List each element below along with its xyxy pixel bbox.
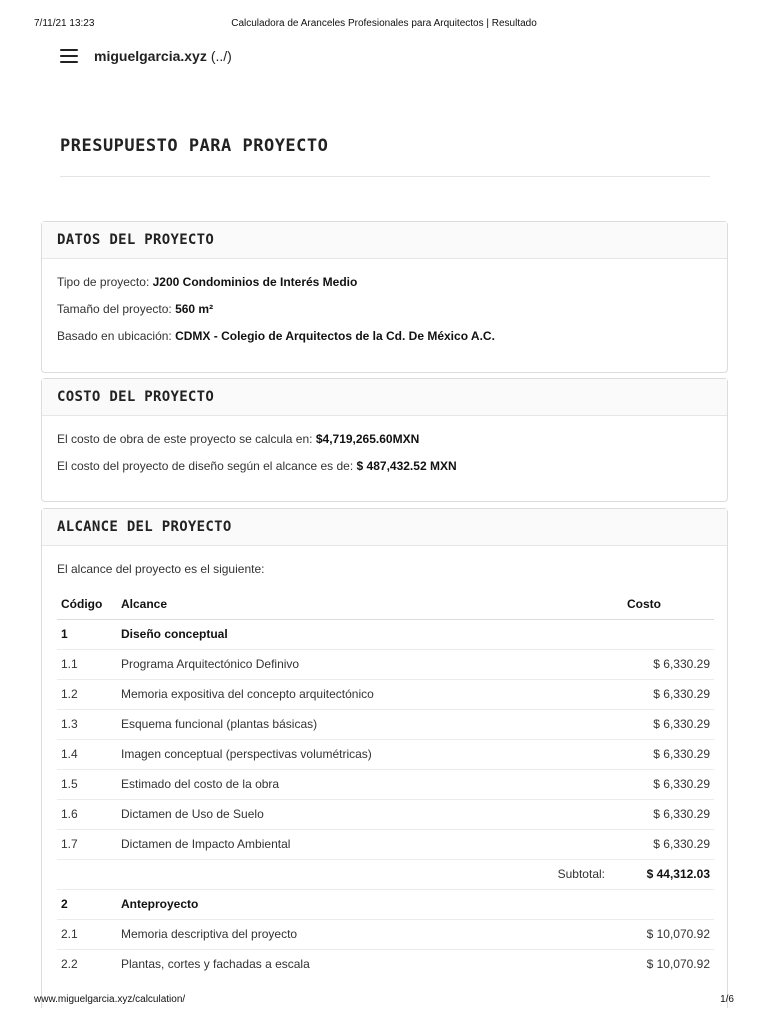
row-code: 1.1	[57, 649, 117, 679]
row-code: 1.2	[57, 679, 117, 709]
page-title: PRESUPUESTO PARA PROYECTO	[60, 136, 329, 156]
section-row	[57, 889, 714, 919]
row-cost: $ 6,330.29	[617, 769, 714, 799]
row-scope: Estimado del costo de la obra	[117, 769, 557, 799]
row-scope: Esquema funcional (plantas básicas)	[117, 709, 557, 739]
row-cost: $ 10,070.92	[617, 919, 714, 949]
project-type-line	[57, 269, 712, 296]
row-scope: Dictamen de Impacto Ambiental	[117, 829, 557, 859]
row-cost: $ 6,330.29	[617, 679, 714, 709]
row-cost: $ 6,330.29	[617, 709, 714, 739]
subtotal-label: Subtotal:	[117, 859, 617, 889]
card-body	[42, 416, 727, 488]
project-size-line	[57, 296, 712, 323]
row-cost: $ 10,070.92	[617, 949, 714, 979]
design-cost-line	[57, 453, 712, 480]
row-code: 2.1	[57, 919, 117, 949]
project-data-card	[41, 221, 728, 373]
project-size-value: 560 m²	[175, 302, 214, 316]
parent-directory-link[interactable]: (../)	[210, 48, 232, 64]
row-cost: $ 6,330.29	[617, 649, 714, 679]
design-cost-value: $ 487,432.52 MXN	[356, 459, 457, 473]
section-row	[57, 619, 714, 649]
construction-cost-value: $4,719,265.60MXN	[315, 432, 420, 446]
subtotal-row	[57, 859, 714, 889]
table-row	[57, 739, 714, 769]
title-divider	[60, 176, 710, 177]
row-code: 1.7	[57, 829, 117, 859]
print-footer	[0, 994, 768, 1024]
section-name: Diseño conceptual	[117, 619, 557, 649]
table-row	[57, 799, 714, 829]
row-scope: Memoria expositiva del concepto arquitectónico	[117, 679, 557, 709]
print-document-title: Calculadora de Aranceles Profesionales para Arquitectos | Resultado	[231, 18, 537, 29]
construction-cost-line	[57, 426, 712, 453]
table-row	[57, 919, 714, 949]
row-code: 1.4	[57, 739, 117, 769]
card-header	[42, 222, 727, 259]
row-scope: Imagen conceptual (perspectivas volumétricas)	[117, 739, 557, 769]
design-cost-label: El costo del proyecto de diseño según el alcance es de:	[57, 459, 354, 473]
scope-intro: El alcance del proyecto es el siguiente:	[57, 562, 265, 576]
column-header-code: Código	[57, 589, 117, 619]
print-header	[0, 0, 768, 30]
print-url: www.miguelgarcia.xyz/calculation/	[34, 994, 186, 1005]
table-row	[57, 829, 714, 859]
row-scope: Memoria descriptiva del proyecto	[117, 919, 557, 949]
project-cost-heading: COSTO DEL PROYECTO	[57, 389, 215, 405]
table-row	[57, 769, 714, 799]
print-page-number: 1/6	[720, 994, 734, 1005]
scope-table	[57, 589, 714, 979]
navbar	[60, 42, 232, 70]
project-location-line	[57, 323, 712, 350]
column-header-blank	[557, 589, 617, 619]
project-type-value: J200 Condominios de Interés Medio	[152, 275, 358, 289]
table-row	[57, 709, 714, 739]
project-type-label: Tipo de proyecto:	[57, 275, 150, 289]
card-header	[42, 379, 727, 416]
construction-cost-label: El costo de obra de este proyecto se calcula en:	[57, 432, 313, 446]
row-scope: Programa Arquitectónico Definivo	[117, 649, 557, 679]
row-code: 1.6	[57, 799, 117, 829]
row-scope: Dictamen de Uso de Suelo	[117, 799, 557, 829]
project-size-label: Tamaño del proyecto:	[57, 302, 172, 316]
table-row	[57, 679, 714, 709]
table-row	[57, 649, 714, 679]
project-location-value: CDMX - Colegio de Arquitectos de la Cd. De México A.C.	[175, 329, 495, 343]
print-date: 7/11/21 13:23	[34, 18, 95, 29]
row-code: 1.5	[57, 769, 117, 799]
column-header-cost: Costo	[617, 589, 714, 619]
hamburger-menu-icon[interactable]	[60, 49, 78, 63]
row-code: 1.3	[57, 709, 117, 739]
column-header-scope: Alcance	[117, 589, 557, 619]
card-header	[42, 509, 727, 546]
project-scope-heading: ALCANCE DEL PROYECTO	[57, 519, 232, 535]
table-header-row	[57, 589, 714, 619]
section-code: 2	[57, 889, 117, 919]
project-scope-card	[41, 508, 728, 1008]
row-cost: $ 6,330.29	[617, 829, 714, 859]
site-brand-link[interactable]: miguelgarcia.xyz	[94, 48, 207, 64]
section-name: Anteproyecto	[117, 889, 557, 919]
project-cost-card	[41, 378, 728, 502]
row-cost: $ 6,330.29	[617, 799, 714, 829]
card-body	[42, 546, 727, 987]
row-code: 2.2	[57, 949, 117, 979]
row-cost: $ 6,330.29	[617, 739, 714, 769]
section-code: 1	[57, 619, 117, 649]
project-location-label: Basado en ubicación:	[57, 329, 172, 343]
row-scope: Plantas, cortes y fachadas a escala	[117, 949, 557, 979]
project-data-heading: DATOS DEL PROYECTO	[57, 232, 215, 248]
subtotal-value: $ 44,312.03	[617, 859, 714, 889]
card-body	[42, 259, 727, 358]
table-row	[57, 949, 714, 979]
